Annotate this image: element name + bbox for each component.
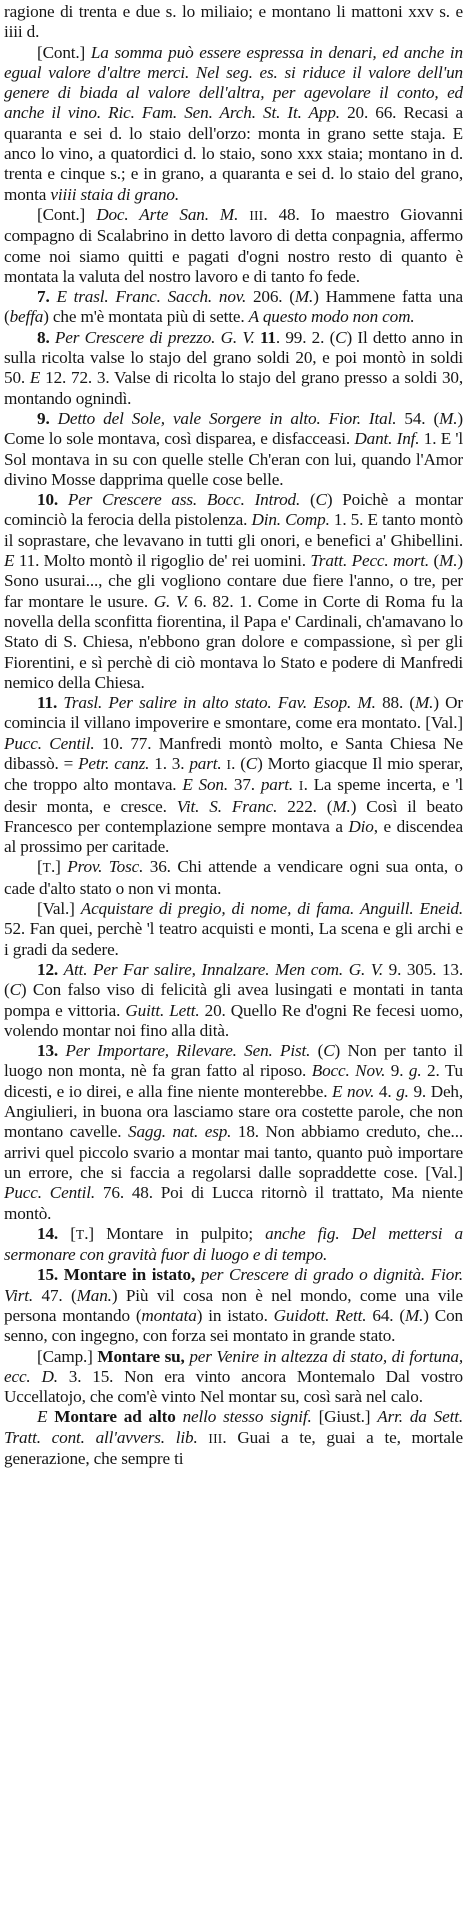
entry-paragraph: ragione di trenta e due s. lo miliaio; e montano li mattoni xxv s. e iiii d. (4, 2, 463, 42)
entry-paragraph: 10. Per Crescere ass. Bocc. Introd. (C) Poichè a montar cominciò la ferocia della pistolenza. Din. Comp. 1. 5. E tanto montò il soprastare, che levavano in tutti gli onori, e benefici a' Ghibellini. E 11. Molto montò il rigoglio de' rei uomini. Tratt. Pecc. mort. (M.) Sono usurai..., che gli vogliono contare due fiere l'anno, o tre, per far montare le usure. G. V. 6. 82. 1. Come in Corte di Roma fu la novella della sconfitta fiorentina, il Papa e' Cardinali, ch'amavano lo Stato di S. Chiesa, n'ebbono gran dolore e compassione, sì per gli Fiorentini, e sì perchè di ciò montava lo Stato e podere di Manfredi nemico della Chiesa. (4, 490, 463, 692)
entry-paragraph: 9. Detto del Sole, vale Sorgere in alto. Fior. Ital. 54. (M.) Come lo sole montava, così disparea, e disfacceasi. Dant. Inf. 1. E 'l Sol montava in su con quelle stelle Ch'eran con lui, quando l'Amor divino Mosse dapprima quelle cose belle. (4, 408, 464, 489)
entry-paragraph: 8. Per Crescere di prezzo. G. V. 11. 99. 2. (C) Il detto anno in sulla ricolta valse lo stajo del grano soldi 20, e poi montò in soldi 50. E 12. 72. 3. Valse di ricolta lo stajo del grano presso a soldi 30, montando ognindì. (4, 327, 463, 408)
entry-paragraph: [Cont.] Doc. Arte San. M. III. 48. Io maestro Giovanni compagno di Scalabrino in detto lavoro di detta conpagnia, affermo come noi siamo quitti e pagati d'ogni nostro resto di quanto è montata la valuta del nostro lavoro e di tanto fo fede. (4, 204, 463, 286)
entry-paragraph: [T.] Prov. Tosc. 36. Chi attende a vendicare ogni sua onta, o cade d'alto stato o non vi monta. (4, 857, 463, 898)
entry-paragraph: 7. E trasl. Franc. Sacch. nov. 206. (M.) Hammene fatta una (beffa) che m'è montata più di sette. A questo modo non com. (4, 287, 463, 327)
entry-paragraph: 14. [T.] Montare in pulpito; anche fig. Del mettersi a sermonare con gravità fuor di luogo e di tempo. (4, 1223, 463, 1265)
entry-paragraph: 12. Att. Per Far salire, Innalzare. Men com. G. V. 9. 305. 13. (C) Con falso viso di felicità gli avea lusingati e montati in tanta pompa e vittoria. Guitt. Lett. 20. Quello Re d'ogni Re fecesi uomo, volendo montar noi fino alla dità. (4, 959, 463, 1040)
entry-paragraph: [Val.] Acquistare di pregio, di nome, di fama. Anguill. Eneid. 52. Fan quei, perchè 'l teatro acquisti e monti, La scena e gli archi e i gradi da sedere. (4, 899, 463, 959)
entry-paragraph: E Montare ad alto nello stesso signif. [Giust.] Arr. da Sett. Tratt. cont. all'avvers. lib. III. Guai a te, guai a te, mortale generazione, che sempre ti (4, 1407, 463, 1469)
entry-paragraph: 11. Trasl. Per salire in alto stato. Fav. Esop. M. 88. (M.) Or comincia il villano impoverire e smontare, come era montato. [Val.] Pucc. Centil. 10. 77. Manfredi montò molto, e Santa Chiesa Ne dibassò. = Petr. canz. 1. 3. part. I. (C) Morto giacque Il mio sperar, che troppo alto montava. E Son. 37. part. I. La speme incerta, e 'l desir monta, e cresce. Vit. S. Franc. 222. (M.) Così il beato Francesco per contemplazione sempre montava a Dio, e discendea al prossimo per caritade. (4, 693, 464, 857)
entry-paragraph: [Camp.] Montare su, per Venire in altezza di stato, di fortuna, ecc. D. 3. 15. Non era vinto ancora Montemalo Dal vostro Uccellatojo, che com'è vinto Nel montar su, così sarà nel calo. (4, 1346, 464, 1407)
entry-paragraph: 13. Per Importare, Rilevare. Sen. Pist. (C) Non per tanto il luogo non monta, nè fa gran fatto al riposo. Bocc. Nov. 9. g. 2. Tu dicesti, e io direi, e alla fine niente monterebbe. E nov. 4. g. 9. Deh, Angiulieri, in buona ora lasciamo stare ora costette parole, che non montano cavelle. Sagg. nat. esp. 18. Non abbiamo creduto, che... arrivi quel piccolo svario a montar mai tanto, quanto può importare un errore, che si faccia a regolarsi dalle sopraddette cose. [Val.] Pucc. Centil. 76. 48. Poi di Lucca ritornò il trattato, Ma niente montò. (4, 1041, 464, 1223)
entry-paragraph: 15. Montare in istato, per Crescere di grado o dignità. Fior. Virt. 47. (Man.) Più vil cosa non è nel mondo, come una vile persona montando (montata) in istato. Guidott. Rett. 64. (M.) Con senno, con ingegno, con forza sei montato in grande stato. (4, 1265, 464, 1346)
entry-paragraph: [Cont.] La somma può essere espressa in denari, ed anche in egual valore d'altre merci. Nel seg. es. si riduce il valore dell'un genere di biada al valore dell'altra, per agevolare il conto, ed anche il vino. Ric. Fam. Sen. Arch. St. It. App. 20. 66. Recasi a quaranta e sei d. lo staio dell'orzo: monta in grano sette staja. E anco lo vino, a quatordici d. lo staio, sono xxx staia; montano in d. trenta e cinque s.; e in grano, a quaranta e sei d. lo staio del grano, monta viiii staia di grano. (4, 42, 463, 204)
dictionary-column (4, 2, 463, 1469)
